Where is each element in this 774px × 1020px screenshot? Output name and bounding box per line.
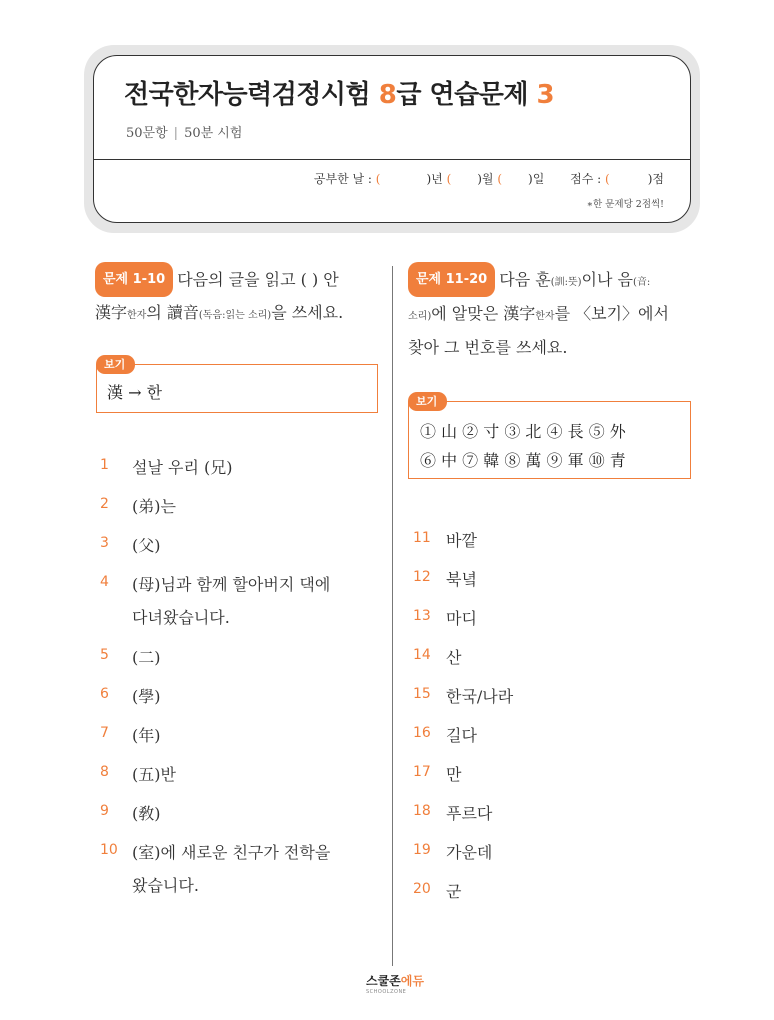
section1-instruction: 문제 1-10 다음의 글을 읽고 ( ) 안 漢字한자의 讀音(독음:읽는 소리)을 쓰세요.	[95, 262, 385, 331]
question-text: 바깥	[446, 531, 477, 550]
example-label: 보기	[408, 392, 447, 411]
example-label: 보기	[96, 355, 135, 374]
question-number: 12	[413, 569, 431, 585]
separator: |	[173, 126, 179, 141]
question-text: (二)	[132, 648, 161, 667]
question-number: 17	[413, 764, 431, 780]
question-number: 10	[100, 842, 118, 858]
question-number: 3	[100, 535, 109, 551]
header-card	[93, 55, 691, 223]
question-text: (父)	[132, 536, 161, 555]
question-number: 13	[413, 608, 431, 624]
logo-subtext: SCHOOLZONE	[366, 989, 407, 995]
question-number: 16	[413, 725, 431, 741]
question-number: 8	[100, 764, 109, 780]
question-text: (母)님과 함께 할아버지 댁에	[132, 575, 331, 594]
section2-instruction: 문제 11-20 다음 훈(訓:뜻)이나 음(音: 소리)에 알맞은 漢字한자를 〈보기〉에서 찾아 그 번호를 쓰세요.	[408, 262, 698, 363]
question-text: (年)	[132, 726, 161, 745]
example-text: 漢 → 한	[107, 383, 163, 402]
question-text: 푸르다	[446, 804, 493, 823]
question-number: 6	[100, 686, 109, 702]
question-number: 11	[413, 530, 431, 546]
question-number: 14	[413, 647, 431, 663]
question-text-continued: 왔습니다.	[132, 876, 199, 895]
question-number: 2	[100, 496, 109, 512]
question-text: (弟)는	[132, 497, 176, 516]
header-divider	[94, 159, 690, 160]
question-text: 만	[446, 765, 462, 784]
question-number: 7	[100, 725, 109, 741]
study-date-line: 공부한 날 : ( )년 ( )월 ( )일 점수 : ( )점	[313, 172, 664, 186]
question-number: 4	[100, 574, 109, 590]
question-text: 마디	[446, 609, 477, 628]
section1-badge: 문제 1-10	[95, 262, 173, 297]
question-text-continued: 다녀왔습니다.	[132, 608, 230, 627]
question-text: (敎)	[132, 804, 161, 823]
example-row-1: ① 山 ② 寸 ③ 北 ④ 長 ⑤ 外	[420, 422, 626, 441]
question-text: 산	[446, 648, 462, 667]
logo-text: 스쿨존에듀	[366, 974, 424, 988]
section2-example-box	[408, 395, 691, 479]
question-text: 설날 우리 (兄)	[132, 458, 233, 477]
publisher-logo	[366, 972, 430, 998]
test-info	[126, 122, 242, 141]
question-number: 1	[100, 457, 109, 473]
question-text: (學)	[132, 687, 161, 706]
question-text: 북녘	[446, 570, 477, 589]
question-number: 20	[413, 881, 431, 897]
page-title: 전국한자능력검정시험 8급 연습문제 3	[124, 80, 555, 110]
question-number: 5	[100, 647, 109, 663]
score-note: ∗한 문제당 2점씩!	[586, 199, 664, 210]
question-text: 가운데	[446, 843, 493, 862]
question-number: 9	[100, 803, 109, 819]
example-row-2: ⑥ 中 ⑦ 韓 ⑧ 萬 ⑨ 軍 ⑩ 青	[420, 451, 626, 470]
question-number: 19	[413, 842, 431, 858]
question-count: 50문항	[126, 126, 168, 141]
question-number: 18	[413, 803, 431, 819]
test-time: 50분 시험	[184, 126, 243, 141]
question-text: 군	[446, 882, 462, 901]
section2-badge: 문제 11-20	[408, 262, 495, 297]
column-divider	[392, 266, 393, 966]
question-text: 한국/나라	[446, 687, 514, 706]
question-number: 15	[413, 686, 431, 702]
question-text: (室)에 새로운 친구가 전학을	[132, 843, 331, 862]
question-text: (五)반	[132, 765, 176, 784]
question-text: 길다	[446, 726, 477, 745]
section1-example-box	[96, 358, 378, 413]
